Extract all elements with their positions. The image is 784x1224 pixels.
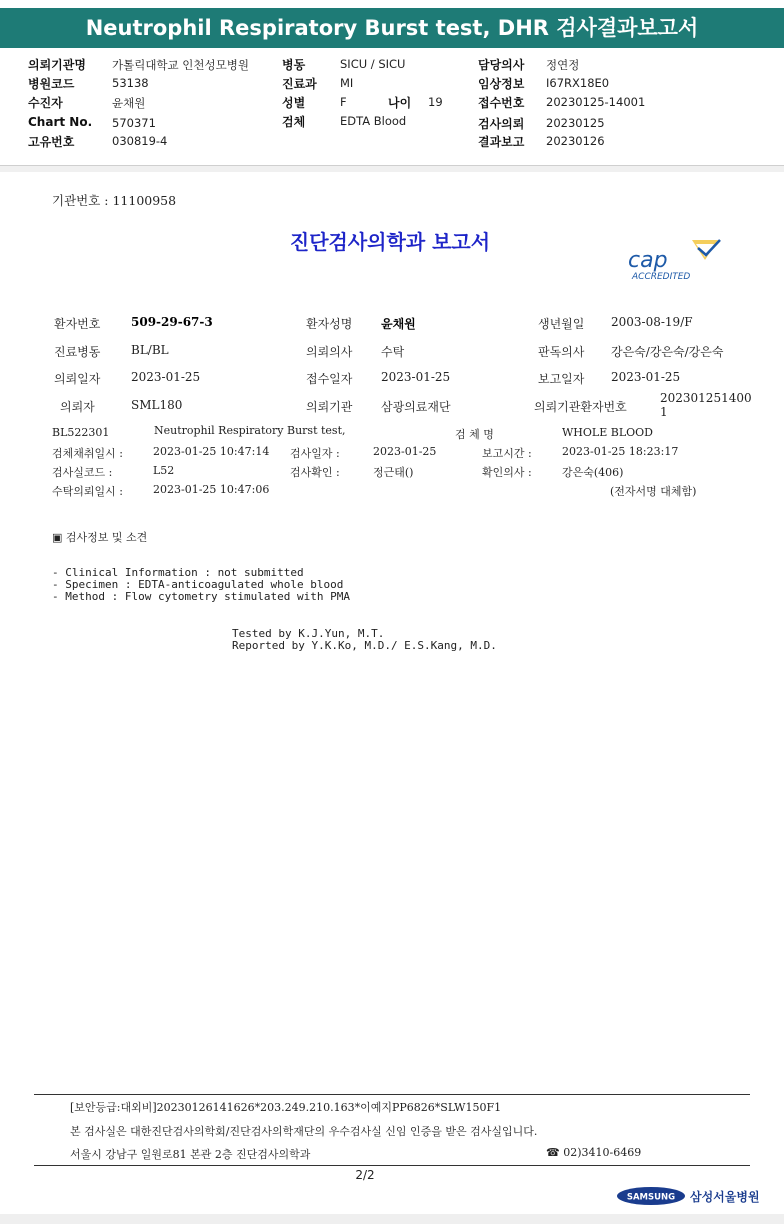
consign-value: 2023-01-25 10:47:06 (153, 483, 270, 496)
hospital-name: 삼성서울병원 (690, 1190, 760, 1204)
specimen-label: 검 체 명 (455, 428, 494, 441)
header-value: 570371 (112, 116, 156, 130)
header-value: 030819-4 (112, 134, 168, 148)
confirm-value: 정근태() (373, 466, 414, 479)
header-label: 진료과 (282, 77, 317, 91)
header-value: 53138 (112, 76, 149, 90)
patient-label: 의뢰기관 (306, 400, 353, 414)
specimen-value: WHOLE BLOOD (562, 426, 653, 439)
patient-label: 보고일자 (538, 372, 585, 386)
header-label: 임상정보 (478, 77, 525, 91)
header-label: 담당의사 (478, 58, 525, 72)
reported-by: Reported by Y.K.Ko, M.D./ E.S.Kang, M.D. (232, 639, 497, 652)
address-line: 서울시 강남구 일원로81 본관 2층 진단검사의학과 (70, 1148, 311, 1161)
document-title: Neutrophil Respiratory Burst test, DHR 검사결과보고서 (0, 8, 784, 48)
header-label: 성별 (282, 96, 306, 110)
patient-label: 의뢰자 (60, 400, 95, 414)
patient-label: 환자성명 (306, 317, 353, 331)
tested-by: Tested by K.J.Yun, M.T. (232, 627, 385, 640)
header-value: 20230125 (546, 116, 605, 130)
header-value: 20230125-14001 (546, 95, 646, 109)
patient-label: 생년월일 (538, 317, 585, 331)
patient-value: 509-29-67-3 (131, 315, 213, 329)
patient-label: 판독의사 (538, 345, 585, 359)
header-label: 고유번호 (28, 135, 75, 149)
header-value: 정연정 (546, 58, 580, 72)
header-value: 20230126 (546, 134, 605, 148)
cap-logo-subtext: ACCREDITED (632, 272, 691, 282)
patient-value: 202301251400 (660, 391, 752, 405)
confirm-label: 검사확인 : (290, 466, 340, 479)
report-time-value: 2023-01-25 18:23:17 (562, 445, 679, 458)
patient-value: 수탁 (381, 345, 405, 359)
test-code: BL522301 (52, 426, 110, 439)
collect-value: 2023-01-25 10:47:14 (153, 445, 270, 458)
patient-label: 의뢰의사 (306, 345, 353, 359)
finding-line: - Method : Flow cytometry stimulated with PMA (52, 590, 351, 603)
header-value: MI (340, 76, 354, 90)
report-title: 진단검사의학과 보고서 (289, 230, 491, 254)
header-label: 병동 (282, 58, 306, 72)
patient-value: SML180 (131, 398, 183, 412)
certification-line: 본 검사실은 대한진단검사의학회/진단검사의학재단의 우수검사실 신임 인증을 받은 검사실입니다. (70, 1125, 538, 1138)
header-value: SICU / SICU (340, 57, 406, 71)
patient-label: 진료병동 (54, 345, 101, 359)
room-label: 검사실코드 : (52, 466, 113, 479)
header-label: 검체 (282, 115, 306, 129)
finding-line: - Specimen : EDTA-anticoagulated whole blood (52, 578, 344, 591)
patient-value: 2003-08-19/F (611, 315, 693, 329)
institution-number: 기관번호 : 11100958 (52, 193, 177, 208)
doctor-label: 확인의사 : (482, 466, 532, 479)
consign-label: 수탁의뢰일시 : (52, 485, 123, 498)
patient-value: BL/BL (131, 343, 169, 357)
test-date-value: 2023-01-25 (373, 445, 437, 458)
report-time-label: 보고시간 : (482, 447, 532, 460)
header-label: 수진자 (28, 96, 63, 110)
patient-value: 2023-01-25 (611, 370, 681, 384)
security-line: [보안등급:대외비]20230126141626*203.249.210.163*이예지PP6826*SLW150F1 (70, 1101, 502, 1114)
header-label: 결과보고 (478, 135, 525, 149)
header-label: 의뢰기관명 (28, 58, 86, 72)
patient-value: 강은숙/강은숙/강은숙 (611, 345, 724, 359)
test-date-label: 검사일자 : (290, 447, 340, 460)
patient-label: 의뢰일자 (54, 372, 101, 386)
header-label: 검사의뢰 (478, 117, 525, 131)
findings-heading: ▣ 검사정보 및 소견 (52, 531, 148, 544)
finding-line: - Clinical Information : not submitted (52, 566, 304, 579)
cap-logo-text: cap (628, 248, 668, 273)
patient-label: 의뢰기관환자번호 (534, 400, 627, 414)
phone-line: ☎ 02)3410-6469 (546, 1146, 642, 1159)
samsung-logo-text: SAMSUNG (626, 1192, 676, 1203)
page-number: 2/2 (355, 1168, 375, 1182)
age-label: 나이 (388, 96, 412, 110)
header-label: Chart No. (28, 115, 93, 129)
header-value: I67RX18E0 (546, 76, 610, 90)
age-value: 19 (428, 95, 443, 109)
cap-accredited-logo (622, 236, 732, 286)
header-label: 접수번호 (478, 96, 525, 110)
header-value: 가톨릭대학교 인천성모병원 (112, 58, 249, 72)
bottom-strip (0, 1214, 784, 1224)
patient-value: 2023-01-25 (381, 370, 451, 384)
doctor-value: 강은숙(406) (562, 466, 624, 479)
request-info-header (0, 48, 784, 166)
samsung-logo (616, 1186, 686, 1206)
patient-label: 환자번호 (54, 317, 101, 331)
test-name: Neutrophil Respiratory Burst test, (154, 424, 346, 437)
footer (34, 1094, 750, 1166)
esign-note: (전자서명 대체함) (610, 485, 697, 498)
divider (0, 166, 784, 172)
patient-label: 접수일자 (306, 372, 353, 386)
patient-value: 삼광의료재단 (381, 400, 451, 414)
header-value: EDTA Blood (340, 114, 407, 128)
patient-value-continued: 1 (660, 405, 668, 419)
header-value: F (340, 95, 347, 109)
collect-label: 검체채취일시 : (52, 447, 123, 460)
patient-value: 2023-01-25 (131, 370, 201, 384)
patient-value: 윤채원 (381, 317, 416, 331)
header-label: 병원코드 (28, 77, 75, 91)
header-value: 윤채원 (112, 96, 146, 110)
room-value: L52 (153, 464, 175, 477)
